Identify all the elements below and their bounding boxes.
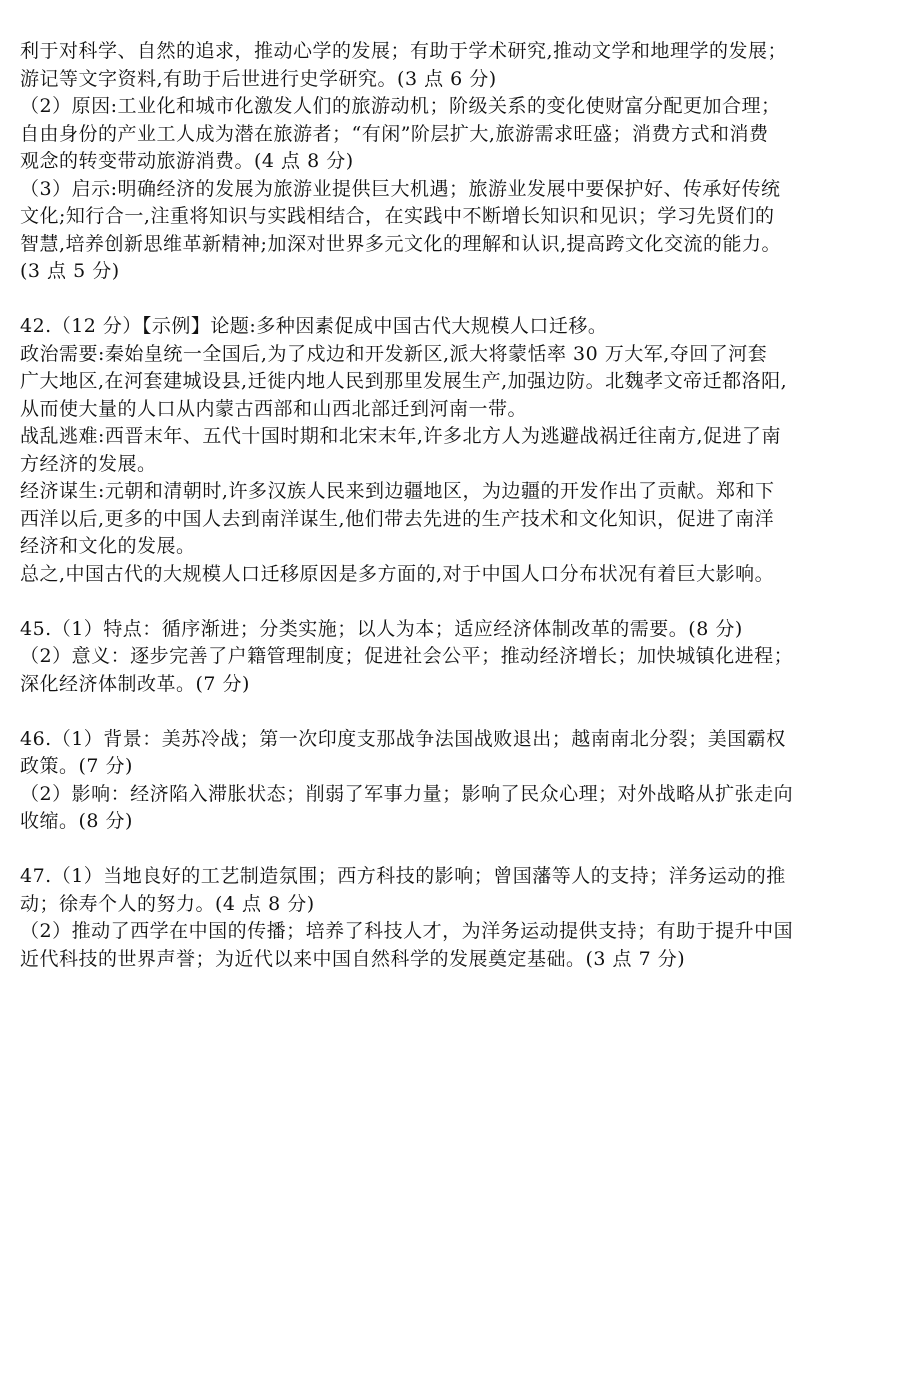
text-line: 深化经济体制改革。(7 分) bbox=[20, 672, 250, 695]
q42-block bbox=[20, 313, 886, 588]
text-line: 方经济的发展。 bbox=[20, 452, 157, 475]
text-line: 西洋以后,更多的中国人去到南洋谋生,他们带去先进的生产技术和文化知识，促进了南洋 bbox=[20, 507, 775, 530]
text-line: 广大地区,在河套建城设县,迁徙内地人民到那里发展生产,加强边防。北魏孝文帝迁都洛阳, bbox=[20, 370, 788, 392]
text-line: 政治需要:秦始皇统一全国后,为了戍边和开发新区,派大将蒙恬率 30 万大军,夺回了河套 bbox=[20, 342, 768, 365]
text-line: 收缩。(8 分) bbox=[20, 810, 133, 832]
text-line: （2）意义：逐步完善了户籍管理制度；促进社会公平；推动经济增长；加快城镇化进程； bbox=[20, 645, 794, 667]
section-spacer bbox=[20, 286, 886, 314]
q41-continued-block bbox=[20, 38, 886, 93]
q46-block bbox=[20, 726, 886, 836]
text-line: 游记等文字资料,有助于后世进行史学研究。(3 点 6 分) bbox=[20, 67, 497, 90]
q47-block bbox=[20, 863, 886, 973]
question-heading: 42.（12 分）【示例】论题:多种因素促成中国古代大规模人口迁移。 bbox=[20, 315, 608, 337]
text-line: 近代科技的世界声誉；为近代以来中国自然科学的发展奠定基础。(3 点 7 分) bbox=[20, 947, 686, 970]
text-line: 利于对科学、自然的追求，推动心学的发展；有助于学术研究,推动文学和地理学的发展； bbox=[20, 40, 788, 62]
text-line: 战乱逃难:西晋末年、五代十国时期和北宋末年,许多北方人为逃避战祸迁往南方,促进了南 bbox=[20, 425, 781, 447]
text-line: （2）影响：经济陷入滞胀状态；削弱了军事力量；影响了民众心理；对外战略从扩张走向 bbox=[20, 782, 794, 805]
text-line: 动；徐寿个人的努力。(4 点 8 分) bbox=[20, 892, 315, 915]
question-heading: 45.（1）特点：循序渐进；分类实施；以人为本；适应经济体制改革的需要。(8 分) bbox=[20, 617, 743, 640]
text-line: （2）原因:工业化和城市化激发人们的旅游动机；阶级关系的变化使财富分配更加合理； bbox=[20, 95, 781, 117]
text-line: 文化;知行合一,注重将知识与实践相结合，在实践中不断增长知识和见识；学习先贤们的 bbox=[20, 205, 775, 227]
text-line: （3）启示:明确经济的发展为旅游业提供巨大机遇；旅游业发展中要保护好、传承好传统 bbox=[20, 177, 781, 200]
text-line: 观念的转变带动旅游消费。(4 点 8 分) bbox=[20, 150, 354, 172]
question-heading: 47.（1）当地良好的工艺制造氛围；西方科技的影响；曾国藩等人的支持；洋务运动的推 bbox=[20, 865, 786, 887]
q41-part2-block bbox=[20, 93, 886, 176]
text-line: 智慧,培养创新思维革新精神;加深对世界多元文化的理解和认识,提高跨文化交流的能力。 bbox=[20, 232, 781, 255]
text-line: 从而使大量的人口从内蒙古西部和山西北部迁到河南一带。 bbox=[20, 397, 528, 420]
q45-block bbox=[20, 616, 886, 699]
answer-document bbox=[20, 38, 886, 973]
text-line: (3 点 5 分) bbox=[20, 260, 120, 282]
text-line: （2）推动了西学在中国的传播；培养了科技人才，为洋务运动提供支持；有助于提升中国 bbox=[20, 920, 794, 942]
text-line: 总之,中国古代的大规模人口迁移原因是多方面的,对于中国人口分布状况有着巨大影响。 bbox=[20, 562, 775, 585]
section-spacer bbox=[20, 588, 886, 616]
question-heading: 46.（1）背景：美苏冷战；第一次印度支那战争法国战败退出；越南南北分裂；美国霸权 bbox=[20, 727, 786, 750]
section-spacer bbox=[20, 698, 886, 726]
section-spacer bbox=[20, 836, 886, 864]
text-line: 经济谋生:元朝和清朝时,许多汉族人民来到边疆地区，为边疆的开发作出了贡献。郑和下 bbox=[20, 480, 775, 502]
text-line: 自由身份的产业工人成为潜在旅游者；“有闲”阶层扩大,旅游需求旺盛；消费方式和消费 bbox=[20, 122, 769, 145]
q41-part3-block bbox=[20, 176, 886, 286]
text-line: 经济和文化的发展。 bbox=[20, 535, 196, 557]
text-line: 政策。(7 分) bbox=[20, 755, 133, 777]
